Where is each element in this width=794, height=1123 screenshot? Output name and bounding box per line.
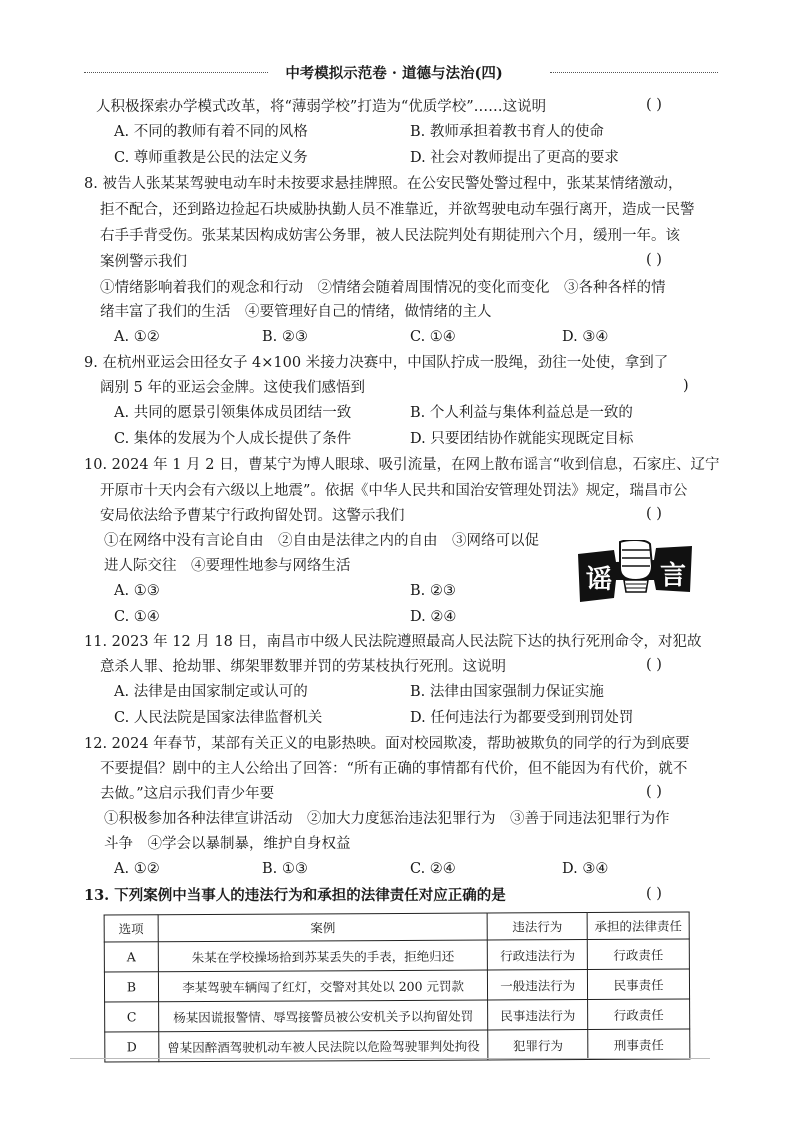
table-cell-option: A [104, 942, 158, 972]
q9-stem-line: 阔别 5 年的亚运会金牌。这使我们感悟到 [100, 380, 365, 396]
q8-stem-line: 案例警示我们 [100, 254, 187, 270]
table-cell-option: B [104, 972, 158, 1002]
q12-answer-bracket[interactable]: ( ) [646, 784, 662, 800]
table-cell-case: 李某驾驶车辆闯了红灯，交警对其处以 200 元罚款 [158, 970, 488, 1002]
page-header [84, 62, 704, 82]
q11-stem-line: 11. 2023 年 12 月 18 日，南昌市中级人民法院遵照最高人民法院下达的执行死刑命令，对犯故 [84, 634, 702, 650]
table-row[interactable] [105, 999, 690, 1032]
q9-answer-bracket[interactable]: ) [683, 378, 689, 394]
q13-stem: 13. 下列案例中当事人的违法行为和承担的法律责任对应正确的是 [84, 887, 506, 904]
table-cell-liability: 刑事责任 [588, 1029, 690, 1060]
q8-stem-line: 右手手背受伤。张某某因构成妨害公务罪，被人民法院判处有期徒刑六个月，缓刑一年。该 [100, 228, 680, 244]
table-header-row [104, 912, 689, 942]
paper-title: 中考模拟示范卷 · 道德与法治(四) [281, 62, 506, 83]
table-cell-offense: 一般违法行为 [488, 970, 588, 1001]
table-header: 违法行为 [487, 913, 587, 941]
table-header: 承担的法律责任 [587, 912, 689, 940]
q10-option-b[interactable]: B. ②③ [410, 583, 456, 599]
q8-stem-line: 8. 被告人张某某驾驶电动车时未按要求悬挂牌照。在公安民警处警过程中，张某某情绪激动， [84, 176, 683, 192]
q7-option-d[interactable]: D. 社会对教师提出了更高的要求 [410, 150, 619, 166]
table-row[interactable] [104, 939, 689, 972]
q11-option-c[interactable]: C. 人民法院是国家法律监督机关 [114, 710, 323, 726]
q7-option-b[interactable]: B. 教师承担着教书育人的使命 [410, 124, 604, 140]
q8-statements: 绪丰富了我们的生活 ④要管理好自己的情绪，做情绪的主人 [100, 304, 492, 320]
q13-answer-bracket[interactable]: ( ) [646, 886, 662, 902]
table-row[interactable] [104, 969, 689, 1002]
q10-stem-line: 安局依法给予曹某宁行政拘留处罚。这警示我们 [100, 508, 405, 524]
q8-option-b[interactable]: B. ②③ [262, 329, 308, 345]
q12-option-c[interactable]: C. ②④ [410, 861, 456, 877]
table-cell-offense: 行政违法行为 [488, 940, 588, 971]
rumor-char-2: 言 [660, 561, 687, 591]
table-cell-liability: 行政责任 [587, 939, 689, 970]
q8-answer-bracket[interactable]: ( ) [646, 252, 662, 268]
table-cell-case: 杨某因谎报警情、辱骂接警员被公安机关予以拘留处罚 [158, 1000, 488, 1032]
q9-option-a[interactable]: A. 共同的愿景引领集体成员团结一致 [114, 405, 352, 421]
q11-option-a[interactable]: A. 法律是由国家制定或认可的 [114, 684, 308, 700]
q10-stem-line: 开原市十天内会有六级以上地震”。依据《中华人民共和国治安管理处罚法》规定，瑞昌市公 [100, 483, 688, 499]
q11-stem-line: 意杀人罪、抢劫罪、绑架罪数罪并罚的劳某枝执行死刑。这说明 [100, 659, 506, 675]
table-header: 案例 [158, 913, 488, 942]
q12-option-d[interactable]: D. ③④ [562, 861, 609, 877]
q7-option-c[interactable]: C. 尊师重教是公民的法定义务 [114, 150, 308, 166]
q9-stem-line: 9. 在杭州亚运会田径女子 4×100 米接力决赛中，中国队拧成一股绳，劲往一处使，拿到了 [84, 355, 669, 371]
q11-option-b[interactable]: B. 法律由国家强制力保证实施 [410, 684, 604, 700]
q8-option-a[interactable]: A. ①② [114, 329, 160, 345]
q8-option-c[interactable]: C. ①④ [410, 329, 456, 345]
table-cell-option: C [105, 1002, 159, 1032]
table-cell-offense: 民事违法行为 [488, 1000, 588, 1031]
q10-option-c[interactable]: C. ①④ [114, 609, 160, 625]
rumor-char-1: 谣 [586, 565, 613, 595]
q11-option-d[interactable]: D. 任何违法行为都要受到刑罚处罚 [410, 710, 634, 726]
page-bottom-rule [70, 1058, 710, 1059]
q13-case-table [104, 911, 691, 1062]
header-dotted-rule-right [550, 72, 718, 73]
table-cell-liability: 民事责任 [588, 969, 690, 1000]
header-dotted-rule-left [84, 72, 268, 73]
table-cell-offense: 犯罪行为 [488, 1030, 588, 1061]
q10-option-a[interactable]: A. ①③ [114, 583, 160, 599]
q12-option-b[interactable]: B. ①③ [262, 861, 308, 877]
q10-statements: 进人际交往 ④要理性地参与网络生活 [104, 558, 351, 574]
q8-statements: ①情绪影响着我们的观念和行动 ②情绪会随着周围情况的变化而变化 ③各种各样的情 [100, 280, 666, 296]
q8-option-d[interactable]: D. ③④ [562, 329, 609, 345]
q12-option-a[interactable]: A. ①② [114, 861, 160, 877]
table-header: 选项 [104, 915, 158, 942]
q12-stem-line: 不要提倡？剧中的主人公给出了回答：“所有正确的事情都有代价，但不能因为有代价，就不 [100, 761, 688, 777]
rumor-fist-illustration [576, 540, 694, 610]
q8-stem-line: 拒不配合，还到路边捡起石块威胁执勤人员不准靠近，并欲驾驶电动车强行离开，造成一民警 [100, 202, 695, 218]
q10-statements: ①在网络中没有言论自由 ②自由是法律之内的自由 ③网络可以促 [104, 533, 539, 549]
q10-stem-line: 10. 2024 年 1 月 2 日，曹某宁为博人眼球、吸引流量，在网上散布谣言“收到信息，石家庄、辽宁 [84, 457, 720, 473]
q9-option-b[interactable]: B. 个人利益与集体利益总是一致的 [410, 405, 633, 421]
table-cell-case: 曾某因醉酒驾驶机动车被人民法院以危险驾驶罪判处拘役 [159, 1030, 489, 1062]
q7-stem: 人积极探索办学模式改革，将“薄弱学校”打造为“优质学校”……这说明 [96, 99, 547, 115]
q9-option-c[interactable]: C. 集体的发展为个人成长提供了条件 [114, 431, 352, 447]
table-cell-liability: 行政责任 [588, 999, 690, 1030]
q10-option-d[interactable]: D. ②④ [410, 609, 457, 625]
q12-stem-line: 12. 2024 年春节，某部有关正义的电影热映。面对校园欺凌，帮助被欺负的同学的行为到底要 [84, 736, 690, 752]
q7-option-a[interactable]: A. 不同的教师有着不同的风格 [114, 124, 308, 140]
q9-option-d[interactable]: D. 只要团结协作就能实现既定目标 [410, 431, 634, 447]
q12-statements: 斗争 ④学会以暴制暴，维护自身权益 [104, 836, 351, 852]
table-cell-case: 朱某在学校操场拾到苏某丢失的手表，拒绝归还 [158, 940, 488, 972]
q7-answer-bracket[interactable]: ( ) [646, 97, 662, 113]
table-cell-option: D [105, 1032, 159, 1062]
q11-answer-bracket[interactable]: ( ) [646, 657, 662, 673]
q10-answer-bracket[interactable]: ( ) [646, 506, 662, 522]
q12-statements: ①积极参加各种法律宣讲活动 ②加大力度惩治违法犯罪行为 ③善于同违法犯罪行为作 [104, 811, 670, 827]
q12-stem-line: 去做。”这启示我们青少年要 [100, 786, 275, 802]
